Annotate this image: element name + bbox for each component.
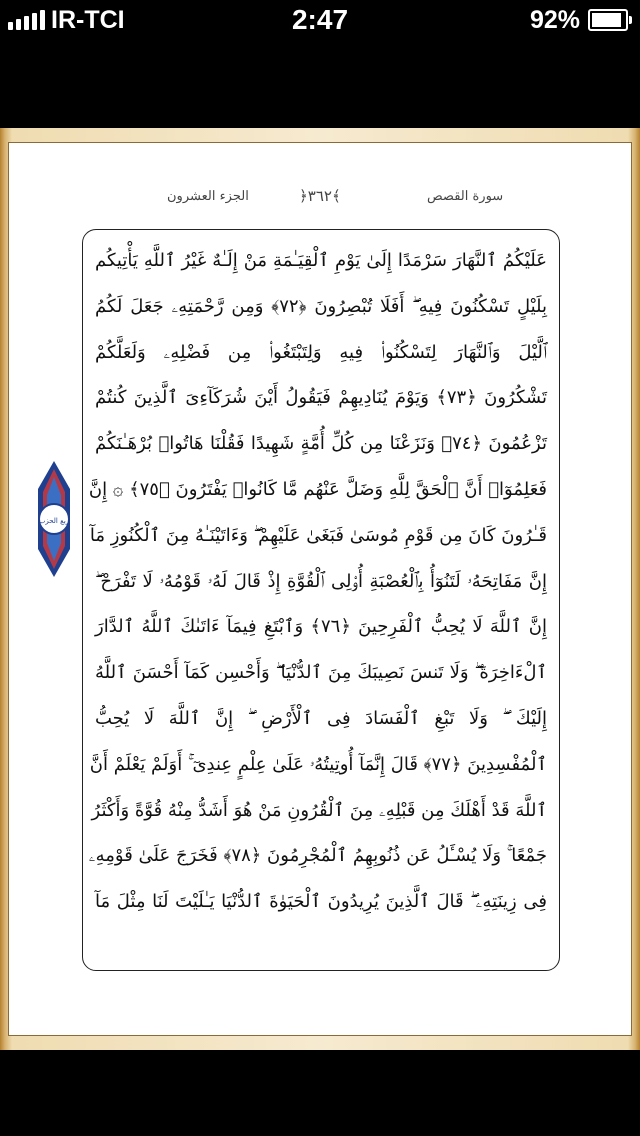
- page-number: ﴿٣٦٢﴾: [299, 187, 341, 205]
- verse-line[interactable]: ٱلْمُفْسِدِينَ ﴿٧٧﴾ قَالَ إِنَّمَآ أُوتِيتُهُۥ عَلَىٰ عِلْمٍ عِندِىٓ ۚ أَوَلَمْ يَعْلَمْ أَنَّ: [89, 753, 547, 775]
- verse-line[interactable]: بِلَيْلٍ تَسْكُنُونَ فِيهِ ۖ أَفَلَا تُبْصِرُونَ ﴿٧٢﴾ وَمِن رَّحْمَتِهِۦ جَعَلَ لَكُمُ: [95, 295, 547, 317]
- verse-line[interactable]: ٱلَّيْلَ وَٱلنَّهَارَ لِتَسْكُنُوا۟ فِيهِ وَلِتَبْتَغُوا۟ مِن فَضْلِهِۦ وَلَعَلَّكُمْ: [95, 341, 547, 363]
- battery-group: [530, 6, 628, 34]
- hizb-marker-label: ربع الحزب: [38, 517, 70, 525]
- verse-line[interactable]: إِلَيْكَ ۖ وَلَا تَبْغِ ٱلْفَسَادَ فِى ٱلْأَرْضِ ۖ إِنَّ ٱللَّهَ لَا يُحِبُّ: [95, 707, 547, 729]
- page-header: [9, 187, 631, 211]
- verse-line[interactable]: جَمْعًا ۚ وَلَا يُسْـَٔلُ عَن ذُنُوبِهِمُ ٱلْمُجْرِمُونَ ﴿٧٨﴾ فَخَرَجَ عَلَىٰ قَوْمِهِۦ: [88, 845, 547, 867]
- verse-line[interactable]: ٱلْءَاخِرَةَ ۖ وَلَا تَنسَ نَصِيبَكَ مِنَ ٱلدُّنْيَا ۖ وَأَحْسِن كَمَآ أَحْسَنَ ٱللَّهُ: [95, 662, 547, 684]
- juz-label: الجزء العشرون: [167, 189, 249, 204]
- surah-label: سورة القصص: [427, 189, 504, 204]
- battery-icon: [588, 9, 628, 31]
- mushaf-page[interactable]: [8, 142, 632, 1036]
- clock: 2:47: [291, 4, 349, 35]
- verse-line[interactable]: عَلَيْكُمُ ٱلنَّهَارَ سَرْمَدًا إِلَىٰ يَوْمِ ٱلْقِيَـٰمَةِ مَنْ إِلَـٰهٌ غَيْرُ ٱللَّهِ يَأْتِيكُم: [95, 250, 547, 271]
- verse-line[interactable]: تَزْعُمُونَ ﴿٧٤﴾ وَنَزَعْنَا مِن كُلِّ أُمَّةٍ شَهِيدًا فَقُلْنَا هَاتُوا۟ بُرْهَـٰنَكُمْ: [95, 433, 548, 455]
- verse-line[interactable]: قَـٰرُونَ كَانَ مِن قَوْمِ مُوسَىٰ فَبَغَىٰ عَلَيْهِمْ ۖ وَءَاتَيْنَـٰهُ مِنَ ٱلْكُنُوزِ مَآ: [89, 524, 547, 546]
- hizb-marker-icon[interactable]: [34, 459, 74, 579]
- verse-line[interactable]: إِنَّ مَفَاتِحَهُۥ لَتَنُوٓأُ بِٱلْعُصْبَةِ أُو۟لِى ٱلْقُوَّةِ إِذْ قَالَ لَهُۥ قَوْمُهُۥ لَا تَفْرَحْ ۖ: [95, 570, 547, 592]
- verse-line[interactable]: فَعَلِمُوٓا۟ أَنَّ ٱلْحَقَّ لِلَّهِ وَضَلَّ عَنْهُم مَّا كَانُوا۟ يَفْتَرُونَ ﴿٧٥﴾ ۞ إِنَّ: [88, 478, 547, 500]
- carrier-name: IR-TCI: [51, 5, 125, 34]
- verse-text-box[interactable]: [82, 229, 560, 971]
- verse-line[interactable]: إِنَّ ٱللَّهَ لَا يُحِبُّ ٱلْفَرِحِينَ ﴿٧٦﴾ وَٱبْتَغِ فِيمَآ ءَاتَىٰكَ ٱللَّهُ ٱلدَّارَ: [95, 616, 547, 638]
- verse-line[interactable]: تَشْكُرُونَ ﴿٧٣﴾ وَيَوْمَ يُنَادِيهِمْ فَيَقُولُ أَيْنَ شُرَكَآءِىَ ٱلَّذِينَ كُنتُمْ: [95, 387, 547, 409]
- status-bar: [0, 0, 640, 40]
- verse-line[interactable]: ٱللَّهَ قَدْ أَهْلَكَ مِن قَبْلِهِۦ مِنَ ٱلْقُرُونِ مَنْ هُوَ أَشَدُّ مِنْهُ قُوَّةً وَأَكْثَرُ: [91, 799, 547, 821]
- verse-line[interactable]: فِى زِينَتِهِۦ ۖ قَالَ ٱلَّذِينَ يُرِيدُونَ ٱلْحَيَوٰةَ ٱلدُّنْيَا يَـٰلَيْتَ لَنَا مِثْلَ مَآ: [95, 891, 547, 913]
- mushaf-page-frame[interactable]: [0, 128, 640, 1050]
- battery-percent: 92%: [529, 5, 580, 34]
